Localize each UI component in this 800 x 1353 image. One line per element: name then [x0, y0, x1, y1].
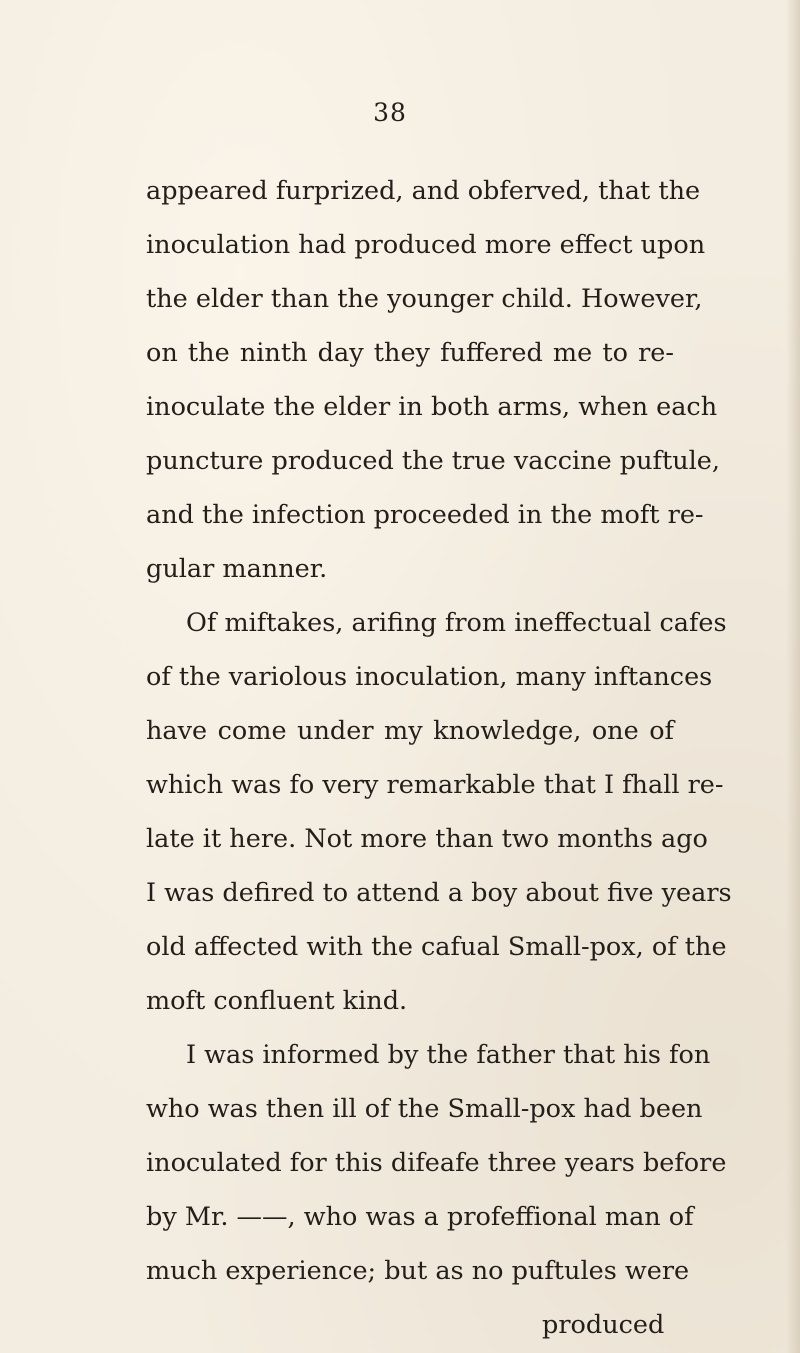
text-line-1: appeared furprized, and obferved, that the	[146, 176, 701, 206]
text-line-8: gular manner.	[146, 554, 328, 584]
text-line-13: late it here. Not more than two months ago	[146, 824, 708, 854]
text-line-20: by Mr. ——, who was a profeffional man of	[146, 1202, 694, 1232]
text-line-6: puncture produced the true vaccine puftule,	[146, 446, 720, 476]
text-line-2: inoculation had produced more effect upon	[146, 230, 706, 260]
catchword: produced	[542, 1310, 665, 1340]
text-line-19: inoculated for this difeafe three years before	[146, 1148, 727, 1178]
text-line-4: on the ninth day they fuffered me to re-	[146, 338, 674, 368]
text-line-7: and the infection proceeded in the moft re-	[146, 500, 704, 530]
page-edge-shadow	[786, 0, 800, 1353]
text-line-17: I was informed by the father that his fon	[186, 1040, 711, 1070]
text-line-16: moft confluent kind.	[146, 986, 408, 1016]
text-line-21: much experience; but as no puftules were	[146, 1256, 690, 1286]
text-line-15: old affected with the cafual Small-pox, of the	[146, 932, 727, 962]
text-line-12: which was fo very remarkable that I fhall re-	[146, 770, 724, 800]
text-line-18: who was then ill of the Small-pox had been	[146, 1094, 703, 1124]
text-line-9: Of miftakes, arifing from ineffectual cafes	[186, 608, 727, 638]
text-line-3: the elder than the younger child. However,	[146, 284, 703, 314]
text-line-5: inoculate the elder in both arms, when each	[146, 392, 718, 422]
text-line-10: of the variolous inoculation, many inftances	[146, 662, 713, 692]
text-line-11: have come under my knowledge, one of	[146, 716, 674, 746]
text-line-14: I was defired to attend a boy about five years	[146, 878, 732, 908]
page-number: 38	[373, 98, 407, 127]
